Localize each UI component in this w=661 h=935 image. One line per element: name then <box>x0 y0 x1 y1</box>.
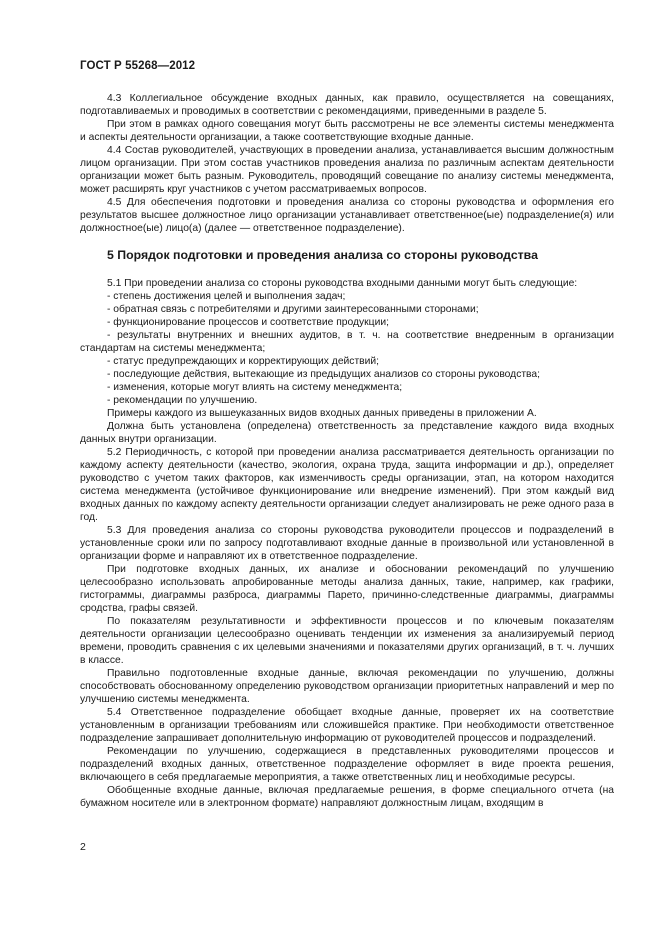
paragraph-methods: При подготовке входных данных, их анализе и обосновании рекомендаций по улучшению целесообразно использовать апробированные методы анализа данных, такие, например, как графики, гистограммы, диаграммы разброса, диаграммы Парето, причинно-следственные диаграммы, диаграммы сродства, графы связей. <box>80 564 614 614</box>
paragraph-5-4: 5.4 Ответственное подразделение обобщает входные данные, проверяет их на соответствие установленным в организации требованиям или сложившейся практике. При необходимости ответственное подразделение запрашивает дополнительную информацию от руководителей процессов и подразделений. <box>80 707 614 744</box>
paragraph-indicators: По показателям результативности и эффективности процессов и по ключевым показателям деятельности организации целесообразно оценивать тенденции их изменения за анализируемый период времени, проводить сравнения с их целевыми значениями и показателями других организаций, в т. ч. лучших в классе. <box>80 616 614 666</box>
paragraph-4-3: 4.3 Коллегиальное обсуждение входных данных, как правило, осуществляется на совещаниях, подготавливаемых и проводимых в соответствии с рекомендациями, приведенными в разделе 5. <box>80 93 614 117</box>
list-item: - статус предупреждающих и корректирующих действий; <box>107 356 379 367</box>
list-item: - рекомендации по улучшению. <box>107 395 258 406</box>
paragraph-5-2: 5.2 Периодичность, с которой при проведении анализа рассматривается деятельность организации по каждому аспекту деятельности (качество, экология, охрана труда, защита информации и др.), определяет руководство с учетом таких факторов, как изменчивость среды организации, этап, на котором находится система менеджмента (устойчивое функционирование или внедрение изменений). При этом каждый вид входных данных по каждому аспекту деятельности организации следует анализировать не реже одного раза в год. <box>80 447 614 523</box>
paragraph-4-4: 4.4 Состав руководителей, участвующих в проведении анализа, устанавливается высшим должностным лицом организации. При этом состав участников проведения анализа по различным аспектам деятельности организации может быть разным. Руководитель, проводящий совещание по анализу системы менеджмента, может расширять круг участников с учетом рассматриваемых вопросов. <box>80 145 614 195</box>
paragraph-5-3: 5.3 Для проведения анализа со стороны руководства руководители процессов и подразделений в установленные сроки или по запросу подготавливают входные данные в произвольной или установленной в организации форме и направляют их в ответственное подразделение. <box>80 525 614 562</box>
paragraph-priorities: Правильно подготовленные входные данные, включая рекомендации по улучшению, должны способствовать обоснованному определению руководством организации приоритетных направлений и мер по улучшению системы менеджмента. <box>80 668 614 705</box>
list-item: - результаты внутренних и внешних аудитов, в т. ч. на соответствие внедренным в организации стандартам на системы менеджмента; <box>80 330 614 354</box>
page-body <box>80 92 614 810</box>
list-item: - последующие действия, вытекающие из предыдущих анализов со стороны руководства; <box>107 369 541 380</box>
paragraph-recommendations: Рекомендации по улучшению, содержащиеся в представленных руководителями процессов и подразделений входных данных, ответственное подразделение оформляет в виде проекта решения, включающего в себя предлагаемые мероприятия, а также ответственных лиц и необходимые ресурсы. <box>80 746 614 783</box>
paragraph-summary: Обобщенные входные данные, включая предлагаемые решения, в форме специального отчета (на бумажном носителе или в электронном формате) направляют должностным лицам, входящим в <box>80 785 614 809</box>
paragraph-responsibility: Должна быть установлена (определена) ответственность за представление каждого вида входных данных внутри организации. <box>80 421 614 445</box>
paragraph-examples: Примеры каждого из вышеуказанных видов входных данных приведены в приложении А. <box>107 408 537 419</box>
paragraph-4-3-note: При этом в рамках одного совещания могут быть рассмотрены не все элементы системы менеджмента и аспекты деятельности организации, а также соответствующие входные данные. <box>80 119 614 143</box>
list-item: - функционирование процессов и соответствие продукции; <box>107 317 389 328</box>
paragraph-5-1: 5.1 При проведении анализа со стороны руководства входными данными могут быть следующие: <box>107 278 578 289</box>
page-number: 2 <box>80 841 86 853</box>
list-item: - изменения, которые могут влиять на систему менеджмента; <box>107 382 403 393</box>
paragraph-4-5: 4.5 Для обеспечения подготовки и проведения анализа со стороны руководства и оформления его результатов высшее должностное лицо организации устанавливает ответственное(ые) подразделение(я) или должностное(ые) лицо(а) (далее — ответственное подразделение). <box>80 197 614 234</box>
section-heading: 5 Порядок подготовки и проведения анализа со стороны руководства <box>107 248 538 262</box>
document-header: ГОСТ Р 55268—2012 <box>80 60 196 72</box>
list-item: - степень достижения целей и выполнения задач; <box>107 291 346 302</box>
list-item: - обратная связь с потребителями и другими заинтересованными сторонами; <box>107 304 479 315</box>
